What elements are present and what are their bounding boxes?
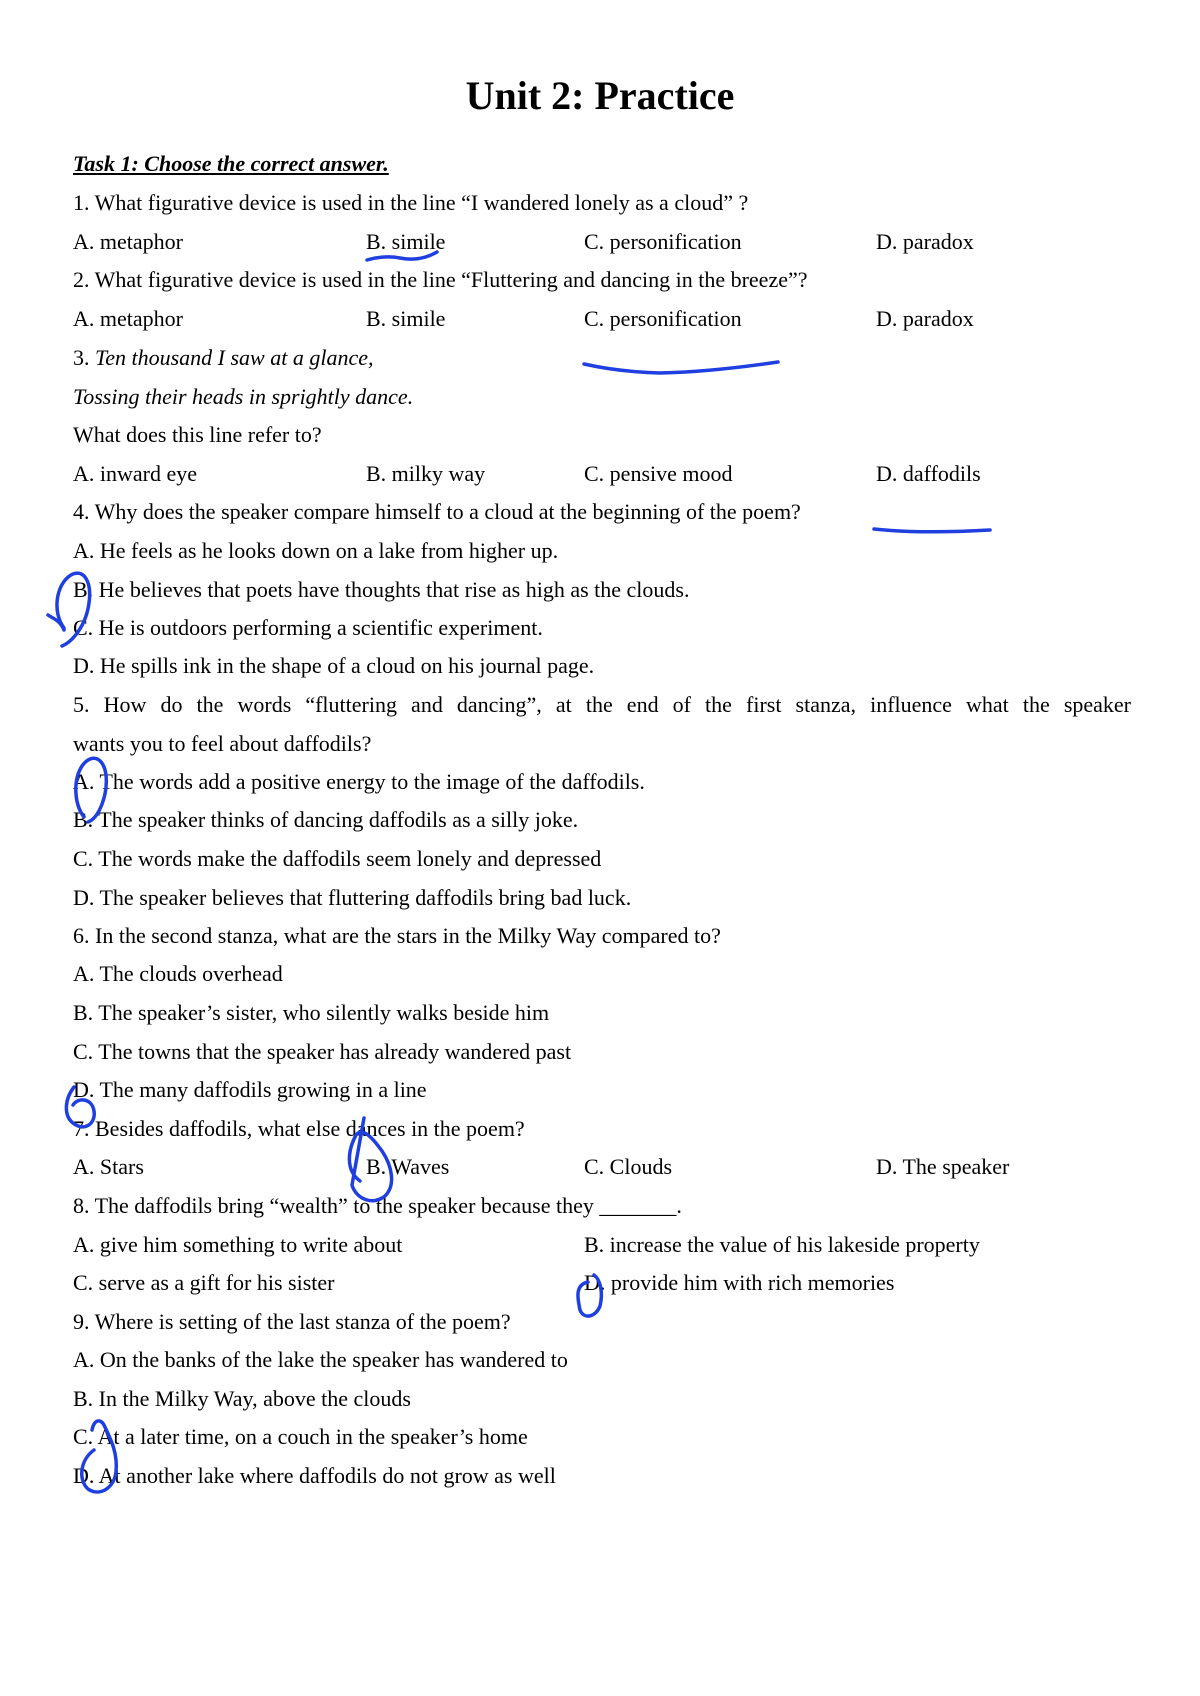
q4-option-c: C. He is outdoors performing a scientific experiment.: [73, 615, 543, 640]
q7-option-a: A. Stars: [73, 1154, 144, 1179]
q9-option-d: D. At another lake where daffodils do not grow as well: [73, 1463, 556, 1488]
q2-option-b: B. simile: [366, 306, 446, 331]
question-1: 1. What figurative device is used in the line “I wandered lonely as a cloud” ?: [73, 190, 749, 215]
q8-option-a: A. give him something to write about: [73, 1232, 403, 1257]
question-4: 4. Why does the speaker compare himself to a cloud at the beginning of the poem?: [73, 499, 801, 524]
q4-option-a: A. He feels as he looks down on a lake from higher up.: [73, 538, 559, 563]
question-3-ask: What does this line refer to?: [73, 422, 322, 447]
question-7: 7. Besides daffodils, what else dances in the poem?: [73, 1116, 525, 1141]
q1-option-b: B. simile: [366, 229, 446, 254]
question-6: 6. In the second stanza, what are the stars in the Milky Way compared to?: [73, 923, 721, 948]
q1-option-a: A. metaphor: [73, 229, 183, 254]
question-5-line-1: 5. How do the words “fluttering and dancing”, at the end of the first stanza, influence what the speaker: [73, 692, 1131, 717]
q3-option-b: B. milky way: [366, 461, 486, 486]
q7-option-b: B. Waves: [366, 1154, 450, 1179]
q1-option-d: D. paradox: [876, 229, 974, 254]
page-title: Unit 2: Practice: [465, 73, 735, 118]
q7-option-c: C. Clouds: [584, 1154, 673, 1179]
question-3: [73, 344, 373, 372]
q2-option-a: A. metaphor: [73, 306, 183, 331]
q8-option-d: D. provide him with rich memories: [584, 1270, 895, 1295]
q4-option-d: D. He spills ink in the shape of a cloud on his journal page.: [73, 653, 595, 678]
q5-option-c: C. The words make the daffodils seem lonely and depressed: [73, 846, 602, 871]
q5-option-b: B. The speaker thinks of dancing daffodils as a silly joke.: [73, 807, 579, 832]
q3-answer-underline: [874, 529, 990, 532]
q1-option-c: C. personification: [584, 229, 742, 254]
question-9: 9. Where is setting of the last stanza of the poem?: [73, 1309, 511, 1334]
question-3-number: 3.: [73, 345, 90, 370]
question-2: 2. What figurative device is used in the line “Fluttering and dancing in the breeze”?: [73, 267, 808, 292]
q7-option-d: D. The speaker: [876, 1154, 1010, 1179]
q3-option-a: A. inward eye: [73, 461, 198, 486]
q6-option-c: C. The towns that the speaker has already wandered past: [73, 1039, 572, 1064]
q6-option-d: D. The many daffodils growing in a line: [73, 1077, 427, 1102]
task-heading: Task 1: Choose the correct answer.: [73, 151, 389, 176]
q9-option-c: C. At a later time, on a couch in the speaker’s home: [73, 1424, 528, 1449]
question-3-quote-line-1: Ten thousand I saw at a glance,: [95, 345, 374, 370]
q2-option-d: D. paradox: [876, 306, 974, 331]
q6-option-b: B. The speaker’s sister, who silently walks beside him: [73, 1000, 550, 1025]
q2-answer-underline: [584, 362, 778, 373]
q6-option-a: A. The clouds overhead: [73, 961, 283, 986]
q8-option-b: B. increase the value of his lakeside property: [584, 1232, 980, 1257]
q3-option-c: C. pensive mood: [584, 461, 733, 486]
q4-option-b: B. He believes that poets have thoughts that rise as high as the clouds.: [73, 577, 690, 602]
q3-option-d: D. daffodils: [876, 461, 981, 486]
question-8: 8. The daffodils bring “wealth” to the speaker because they _______.: [73, 1193, 682, 1218]
q5-option-a: A. The words add a positive energy to the image of the daffodils.: [73, 769, 645, 794]
q9-option-b: B. In the Milky Way, above the clouds: [73, 1386, 411, 1411]
question-5-line-2: wants you to feel about daffodils?: [73, 731, 372, 756]
q2-option-c: C. personification: [584, 306, 742, 331]
q9-option-a: A. On the banks of the lake the speaker has wandered to: [73, 1347, 568, 1372]
q8-option-c: C. serve as a gift for his sister: [73, 1270, 335, 1295]
question-3-quote-line-2: Tossing their heads in sprightly dance.: [73, 384, 414, 409]
q5-option-d: D. The speaker believes that fluttering daffodils bring bad luck.: [73, 885, 632, 910]
